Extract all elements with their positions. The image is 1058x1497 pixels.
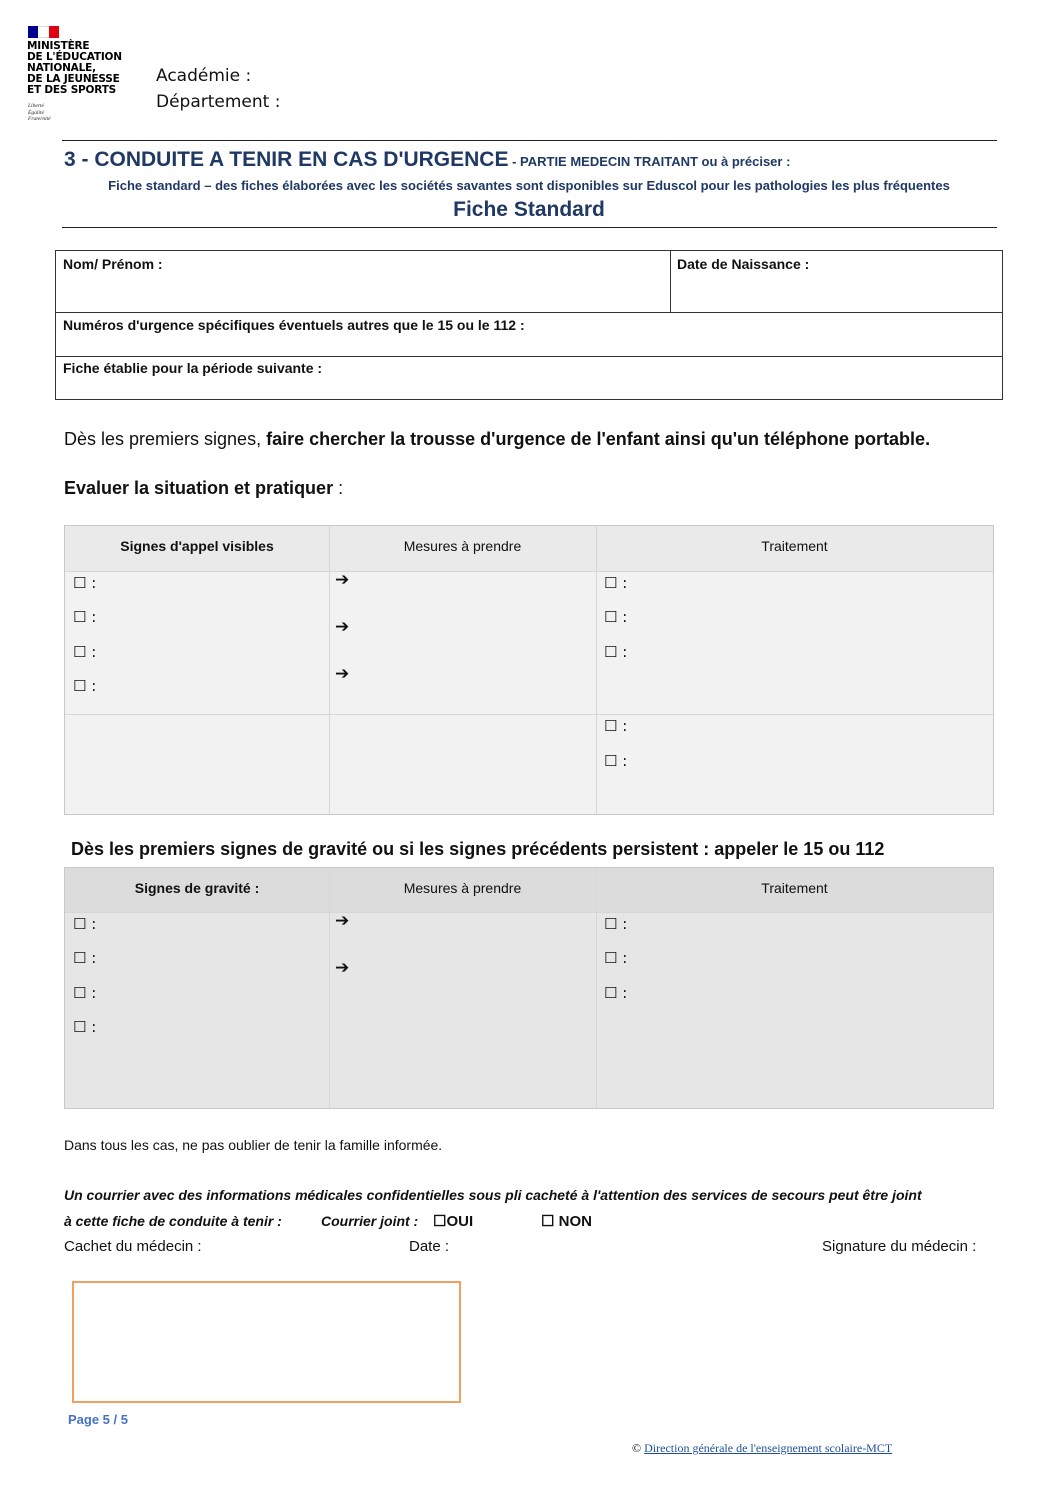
id-table-row-line — [56, 312, 1002, 313]
traitement-checkbox[interactable]: ☐ : — [604, 717, 628, 735]
date-naissance-field[interactable]: Date de Naissance : — [677, 256, 810, 272]
signature-label: Signature du médecin : — [822, 1238, 977, 1255]
header-mesures: Mesures à prendre — [403, 880, 522, 896]
page-number: Page 5 / 5 — [68, 1412, 128, 1427]
traitement-checkbox[interactable]: ☐ : — [604, 949, 628, 967]
traitement-checkbox[interactable]: ☐ : — [604, 752, 628, 770]
copyright — [632, 1441, 892, 1456]
academie-label: Académie : — [156, 66, 252, 86]
ministry-motto: Liberté Égalité Fraternité — [28, 103, 51, 122]
signe-checkbox[interactable]: ☐ : — [73, 643, 97, 661]
header-signes-appel: Signes d'appel visibles — [120, 538, 274, 554]
gravite-checkbox[interactable]: ☐ : — [73, 915, 97, 933]
courrier-oui-checkbox[interactable]: ☐OUI — [433, 1213, 474, 1230]
departement-label: Département : — [156, 92, 281, 112]
traitement-checkbox[interactable]: ☐ : — [604, 574, 628, 592]
header-traitement: Traitement — [761, 538, 828, 554]
row-divider — [65, 571, 993, 572]
courrier-joint-label: Courrier joint : — [321, 1213, 419, 1229]
date-label: Date : — [409, 1238, 450, 1255]
intro-normal: Dès les premiers signes, — [64, 429, 267, 449]
nom-prenom-field[interactable]: Nom/ Prénom : — [63, 256, 163, 272]
gravite-checkbox[interactable]: ☐ : — [73, 1018, 97, 1036]
courrier-non-checkbox[interactable]: ☐ NON — [541, 1213, 592, 1230]
traitement-checkbox[interactable]: ☐ : — [604, 643, 628, 661]
ministry-logo-text: MINISTÈRE DE L'ÉDUCATION NATIONALE, DE LA JEUNESSE ET DES SPORTS — [27, 40, 122, 96]
courrier-note-text: à cette fiche de conduite à tenir : — [64, 1213, 282, 1229]
numeros-urgence-field[interactable]: Numéros d'urgence spécifiques éventuels autres que le 15 ou le 112 : — [63, 317, 525, 333]
header-signes-gravite: Signes de gravité : — [134, 880, 260, 896]
row-divider — [65, 714, 993, 715]
signes-gravite-table — [64, 867, 994, 1109]
famille-note: Dans tous les cas, ne pas oublier de tenir la famille informée. — [64, 1137, 443, 1153]
intro-text — [64, 429, 930, 450]
periode-field[interactable]: Fiche établie pour la période suivante : — [63, 360, 323, 376]
signes-appel-table — [64, 525, 994, 815]
arrow-right-icon: ➔ — [335, 617, 350, 637]
traitement-checkbox[interactable]: ☐ : — [604, 984, 628, 1002]
column-divider — [329, 526, 330, 814]
evaluate-normal: : — [333, 478, 344, 498]
copyright-symbol: © — [632, 1441, 642, 1455]
gravite-checkbox[interactable]: ☐ : — [73, 984, 97, 1002]
section-subtitle: - PARTIE MEDECIN TRAITANT ou à préciser : — [508, 154, 791, 169]
header-mesures: Mesures à prendre — [403, 538, 522, 554]
signe-checkbox[interactable]: ☐ : — [73, 608, 97, 626]
signe-checkbox[interactable]: ☐ : — [73, 574, 97, 592]
header-traitement: Traitement — [761, 880, 828, 896]
arrow-right-icon: ➔ — [335, 664, 350, 684]
signe-checkbox[interactable]: ☐ : — [73, 677, 97, 695]
row-divider — [65, 912, 993, 913]
id-table-row-line — [56, 356, 1002, 357]
id-table-divider — [670, 251, 671, 312]
courrier-note-line1: Un courrier avec des informations médicales confidentielles sous pli cacheté à l'attention des services de secours peut être joint — [64, 1187, 922, 1203]
traitement-checkbox[interactable]: ☐ : — [604, 608, 628, 626]
arrow-right-icon: ➔ — [335, 958, 350, 978]
traitement-checkbox[interactable]: ☐ : — [604, 915, 628, 933]
section-title — [64, 148, 790, 172]
cachet-label: Cachet du médecin : — [64, 1238, 202, 1255]
section-note: Fiche standard – des fiches élaborées avec les sociétés savantes sont disponibles sur Eduscol pour les pathologies les plus fréquentes — [108, 178, 950, 193]
gravity-heading: Dès les premiers signes de gravité ou si les signes précédents persistent : appeler le 15 ou 112 — [71, 839, 885, 859]
header-rule-top — [62, 140, 997, 141]
republic-flag-icon — [28, 26, 59, 38]
cachet-stamp-box[interactable] — [72, 1281, 461, 1403]
column-divider — [329, 868, 330, 1108]
column-divider — [596, 868, 597, 1108]
intro-bold: faire chercher la trousse d'urgence de l'enfant ainsi qu'un téléphone portable. — [266, 429, 931, 449]
identification-table — [55, 250, 1003, 400]
evaluate-text — [64, 478, 343, 499]
section-heading: Fiche Standard — [453, 198, 605, 221]
evaluate-bold: Evaluer la situation et pratiquer — [64, 478, 334, 498]
section-title-main: 3 - CONDUITE A TENIR EN CAS D'URGENCE — [64, 148, 509, 171]
header-rule-bottom — [62, 227, 997, 228]
column-divider — [596, 526, 597, 814]
gravite-checkbox[interactable]: ☐ : — [73, 949, 97, 967]
arrow-right-icon: ➔ — [335, 570, 350, 590]
dgesco-link[interactable]: Direction générale de l'enseignement scolaire-MCT — [644, 1441, 893, 1455]
arrow-right-icon: ➔ — [335, 911, 350, 931]
courrier-note-line2 — [64, 1213, 282, 1229]
